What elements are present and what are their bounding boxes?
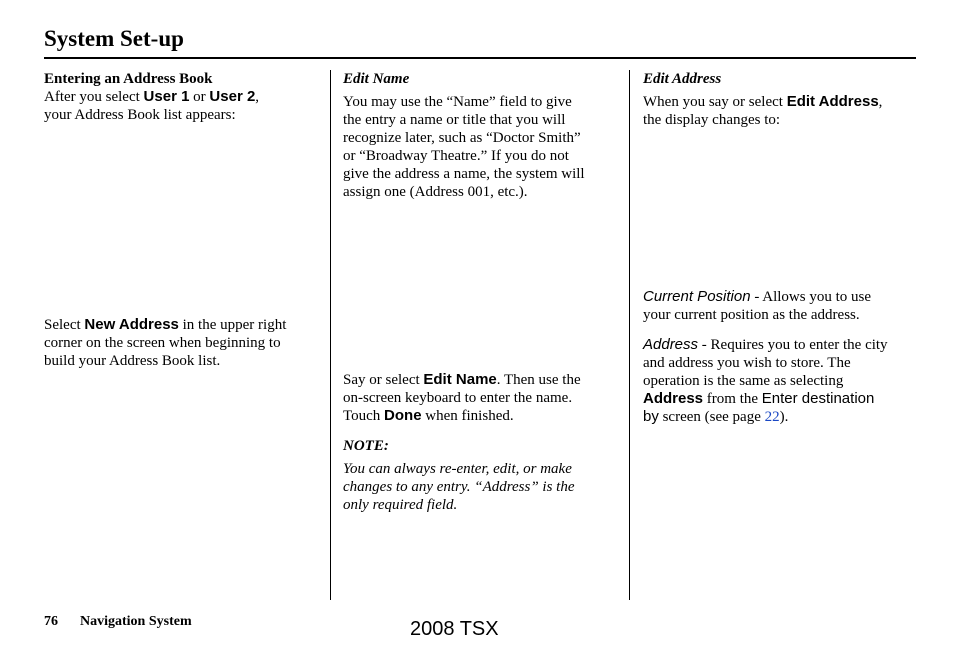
ui-term-done: Done xyxy=(384,407,422,424)
text-run: - Allows you to use xyxy=(750,289,871,305)
text-run: When you say or select xyxy=(643,94,787,110)
paragraph-edit-address xyxy=(643,93,921,129)
text-line: recognize later, such as “Doctor Smith” xyxy=(343,130,581,146)
text-run: your Address Book list appears: xyxy=(44,107,236,123)
text-run: on-screen keyboard to enter the name. xyxy=(343,390,573,406)
paragraph-name-field xyxy=(343,93,618,201)
text-run: ). xyxy=(779,409,789,425)
text-line: changes to any entry. “Address” is the xyxy=(343,479,575,495)
text-run: operation is the same as selecting xyxy=(643,373,844,389)
paragraph-address xyxy=(643,336,921,426)
title-divider xyxy=(44,57,916,59)
text-line: You can always re-enter, edit, or make xyxy=(343,461,572,477)
text-line: only required field. xyxy=(343,497,458,513)
text-run: and address you wish to store. The xyxy=(643,355,851,371)
text-run: Say or select xyxy=(343,372,424,388)
text-run: when finished. xyxy=(421,408,514,424)
paragraph-current-position xyxy=(643,288,921,324)
paragraph-edit-name-steps xyxy=(343,371,618,425)
text-run: - Requires you to enter the city xyxy=(698,337,888,353)
text-run: or xyxy=(189,89,210,105)
text-run: , xyxy=(255,89,260,105)
ui-term-edit-address: Edit Address xyxy=(786,93,879,110)
text-line: assign one (Address 001, etc.). xyxy=(343,184,528,200)
ui-term-address: Address xyxy=(643,390,704,407)
ui-term-enter-destination: Enter destination xyxy=(761,390,875,407)
ui-term-edit-name: Edit Name xyxy=(423,371,497,388)
text-line: You may use the “Name” field to give xyxy=(343,94,572,110)
column-edit-address xyxy=(643,70,921,426)
paragraph-new-address xyxy=(44,316,322,370)
text-run: your current position as the address. xyxy=(643,307,860,323)
text-line: the entry a name or title that you will xyxy=(343,112,566,128)
ui-term-user-1: User 1 xyxy=(143,88,190,105)
section-heading-edit-name: Edit Name xyxy=(343,71,410,87)
page-title: System Set-up xyxy=(44,26,184,51)
column-divider-right xyxy=(629,70,630,600)
figure-space xyxy=(44,124,322,316)
page-link-22[interactable]: 22 xyxy=(764,409,780,425)
text-run: from the xyxy=(703,391,762,407)
text-run: Select xyxy=(44,317,85,333)
ui-term-current-position: Current Position xyxy=(643,288,751,305)
note-text xyxy=(343,460,618,514)
text-run: the display changes to: xyxy=(643,112,781,128)
note-label: NOTE: xyxy=(343,438,389,454)
text-run: After you select xyxy=(44,89,144,105)
footer-label: Navigation System xyxy=(80,614,192,629)
page-number: 76 xyxy=(44,614,58,629)
ui-term-address-option: Address xyxy=(643,336,699,353)
column-divider-left xyxy=(330,70,331,600)
figure-space xyxy=(343,201,618,371)
watermark: 2008 TSX xyxy=(410,618,499,640)
text-run: Touch xyxy=(343,408,385,424)
text-run: in the upper right xyxy=(178,317,287,333)
paragraph-select-user xyxy=(44,88,322,124)
text-line: give the address a name, the system will xyxy=(343,166,585,182)
section-heading-edit-address: Edit Address xyxy=(643,71,722,87)
text-line: or “Broadway Theatre.” If you do not xyxy=(343,148,569,164)
text-run: build your Address Book list. xyxy=(44,353,221,369)
text-run: . Then use the xyxy=(496,372,581,388)
text-run: screen (see page xyxy=(658,409,765,425)
ui-term-new-address: New Address xyxy=(84,316,179,333)
column-address-book xyxy=(44,70,322,370)
section-heading-address-book: Entering an Address Book xyxy=(44,71,213,87)
text-run: corner on the screen when beginning to xyxy=(44,335,281,351)
figure-space xyxy=(643,129,921,288)
text-run: , xyxy=(878,94,883,110)
ui-term-by: by xyxy=(643,408,659,425)
column-edit-name xyxy=(343,70,618,514)
ui-term-user-2: User 2 xyxy=(209,88,256,105)
